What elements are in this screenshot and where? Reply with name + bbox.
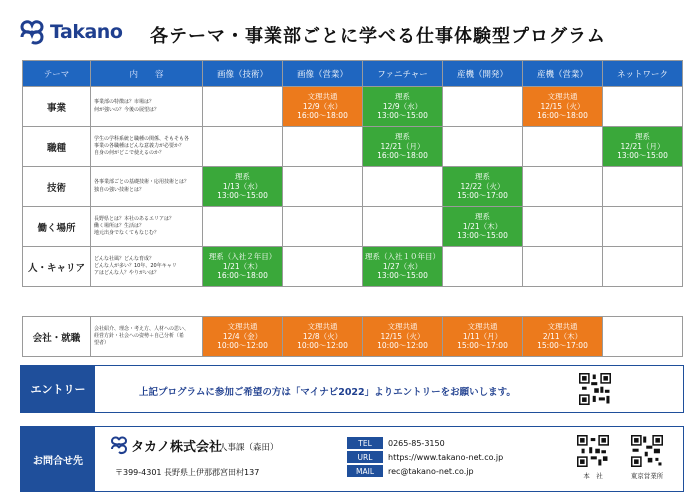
slot-date: 12/15（火） xyxy=(380,331,425,341)
empty-slot xyxy=(523,127,603,167)
slot-target: 理系 xyxy=(235,172,250,182)
program-slot[interactable] xyxy=(363,247,443,287)
content-line: 各事業部ごとの基礎技術・応用技術とは？ xyxy=(94,179,190,186)
slot-time: 10:00～12:00 xyxy=(377,341,428,351)
content-line: アはどんな人？やりがいは？ xyxy=(94,270,160,277)
content-line: 自身の何がどこで使えるのか？ xyxy=(94,150,165,157)
tel-value[interactable]: 0265-85-3150 xyxy=(388,438,445,448)
empty-slot xyxy=(443,127,523,167)
slot-date: 2/11（木） xyxy=(542,331,583,341)
slot-time: 15:00～17:00 xyxy=(457,341,508,351)
row-theme: 会社・就職 xyxy=(23,317,91,357)
row-content xyxy=(91,207,203,247)
slot-time: 16:00～18:00 xyxy=(377,151,428,161)
program-slot[interactable] xyxy=(443,317,523,357)
col-header-imaging-sales: 画像（営業） xyxy=(283,61,363,87)
slot-time: 10:00～12:00 xyxy=(297,341,348,351)
slot-target: 理系 xyxy=(395,92,410,102)
tel-row xyxy=(347,437,445,449)
slot-date: 12/8（火） xyxy=(302,331,343,341)
empty-slot xyxy=(523,207,603,247)
content-line: 事業の各職種はどんな意義力が必要か？ xyxy=(94,142,185,149)
slot-time: 15:00～17:00 xyxy=(537,341,588,351)
department: 人事課（森田） xyxy=(219,443,279,453)
slot-target: 理系 xyxy=(475,172,490,182)
url-row xyxy=(347,451,503,463)
company-name: タカノ株式会社 xyxy=(131,440,223,455)
mail-row xyxy=(347,465,474,477)
slot-date: 12/15（火） xyxy=(540,101,585,111)
content-line: どんな社風？どんな育成？ xyxy=(94,255,155,262)
empty-slot xyxy=(203,127,283,167)
company-logo-icon xyxy=(109,435,129,455)
col-header-theme: テーマ xyxy=(23,61,91,87)
qr-hq-caption: 本 社 xyxy=(583,472,603,480)
row-theme: 働く場所 xyxy=(23,207,91,247)
empty-slot xyxy=(283,127,363,167)
program-slot[interactable] xyxy=(363,87,443,127)
slot-time: 16:00～18:00 xyxy=(537,111,588,121)
empty-slot xyxy=(283,247,363,287)
qr-code-hq-icon[interactable] xyxy=(577,435,609,467)
slot-time: 16:00～18:00 xyxy=(217,271,268,281)
content-line: 長野県とは？本社のあるエリアは？ xyxy=(94,215,175,222)
empty-slot xyxy=(603,317,683,357)
col-header-furniture: ファニチャー xyxy=(363,61,443,87)
slot-time: 13:00～15:00 xyxy=(217,191,268,201)
program-slot[interactable] xyxy=(443,207,523,247)
empty-slot xyxy=(523,247,603,287)
qr-tokyo-caption: 東京営業所 xyxy=(630,472,664,480)
mail-link[interactable]: rec@takano-net.co.jp xyxy=(388,466,474,476)
content-line: 経営方針・社会への姿勢＋自己分析（希 xyxy=(94,332,185,339)
slot-date: 12/22（火） xyxy=(460,181,505,191)
content-line: 望者） xyxy=(94,340,110,347)
entry-label: エントリー xyxy=(21,366,95,412)
logo-text: Takano xyxy=(50,21,123,43)
table-row xyxy=(23,247,683,287)
slot-target: 理系（入社２年目） xyxy=(208,252,277,262)
table-row xyxy=(23,317,683,357)
schedule-table xyxy=(22,60,683,287)
slot-target: 文理共通 xyxy=(547,92,578,102)
empty-slot xyxy=(203,207,283,247)
empty-slot xyxy=(203,87,283,127)
slot-target: 理系 xyxy=(635,132,650,142)
slot-time: 10:00～12:00 xyxy=(217,341,268,351)
slot-target: 理系 xyxy=(475,212,490,222)
program-slot[interactable] xyxy=(523,87,603,127)
page-header xyxy=(0,0,700,58)
row-theme: 職種 xyxy=(23,127,91,167)
content-line: 学生の学科系統と職種の関係、そもそも各 xyxy=(94,135,190,142)
slot-time: 13:00～15:00 xyxy=(617,151,668,161)
slot-target: 理系 xyxy=(395,132,410,142)
address: 〒399-4301 長野県上伊那郡宮田村137 xyxy=(115,468,260,477)
empty-slot xyxy=(603,207,683,247)
slot-time: 13:00～15:00 xyxy=(377,111,428,121)
program-slot[interactable] xyxy=(603,127,683,167)
slot-time: 13:00～15:00 xyxy=(457,231,508,241)
content-line: 会社紹介、理念・考え方、人材への思い、 xyxy=(94,325,190,332)
program-slot[interactable] xyxy=(283,87,363,127)
empty-slot xyxy=(443,87,523,127)
slot-target: 文理共通 xyxy=(467,322,498,332)
table-row xyxy=(23,87,683,127)
col-header-network: ネットワーク xyxy=(603,61,683,87)
takano-logo-icon xyxy=(18,18,46,46)
slot-target: 文理共通 xyxy=(307,322,338,332)
contact-band xyxy=(20,426,684,492)
empty-slot xyxy=(523,167,603,207)
col-header-content: 内 容 xyxy=(91,61,203,87)
slot-date: 1/27（水） xyxy=(382,261,423,271)
slot-date: 12/9（水） xyxy=(382,101,423,111)
content-line: 地元出身でなくてもなじむ？ xyxy=(94,230,160,237)
row-content xyxy=(91,167,203,207)
program-slot[interactable] xyxy=(203,317,283,357)
program-slot[interactable] xyxy=(363,317,443,357)
slot-date: 12/4（金） xyxy=(222,331,263,341)
empty-slot xyxy=(283,167,363,207)
slot-date: 1/21（木） xyxy=(462,221,503,231)
content-line: 働く場所は？生活は？ xyxy=(94,222,145,229)
entry-text: 上記プログラムに参加ご希望の方は「マイナビ2022」よりエントリーをお願いします。 xyxy=(139,387,516,398)
program-slot[interactable] xyxy=(443,167,523,207)
row-content xyxy=(91,247,203,287)
slot-date: 1/21（木） xyxy=(222,261,263,271)
header-row xyxy=(23,61,683,87)
row-theme: 事業 xyxy=(23,87,91,127)
slot-date: 1/13（水） xyxy=(222,181,263,191)
content-line: 何が強いの？今後の展望は？ xyxy=(94,106,160,113)
slot-time: 13:00～15:00 xyxy=(377,271,428,281)
content-line: 独自の強い技術とは？ xyxy=(94,186,145,193)
table-row xyxy=(23,207,683,247)
slot-date: 12/9（水） xyxy=(302,101,343,111)
row-content xyxy=(91,87,203,127)
qr-code-icon[interactable] xyxy=(579,373,611,405)
empty-slot xyxy=(363,207,443,247)
mail-key: MAIL xyxy=(347,465,383,477)
table-row xyxy=(23,127,683,167)
slot-target: 文理共通 xyxy=(547,322,578,332)
col-header-industrial-sales: 産機（営業） xyxy=(523,61,603,87)
program-slot[interactable] xyxy=(283,317,363,357)
page-title: 各テーマ・事業部ごとに学べる仕事体験型プログラム xyxy=(150,26,606,47)
slot-target: 文理共通 xyxy=(307,92,338,102)
url-key: URL xyxy=(347,451,383,463)
row-content xyxy=(91,317,203,357)
program-slot[interactable] xyxy=(203,247,283,287)
company-schedule-table xyxy=(22,316,683,357)
col-header-industrial-dev: 産機（開発） xyxy=(443,61,523,87)
slot-time: 16:00～18:00 xyxy=(297,111,348,121)
program-slot[interactable] xyxy=(363,127,443,167)
empty-slot xyxy=(443,247,523,287)
row-content xyxy=(91,127,203,167)
slot-target: 理系（入社１０年目） xyxy=(365,252,440,262)
row-theme: 人・キャリア xyxy=(23,247,91,287)
tel-key: TEL xyxy=(347,437,383,449)
empty-slot xyxy=(603,167,683,207)
slot-date: 12/21（月） xyxy=(620,141,665,151)
slot-time: 15:00～17:00 xyxy=(457,191,508,201)
table-row xyxy=(23,167,683,207)
content-line: 事業部の特徴は？市場は？ xyxy=(94,99,155,106)
content-line: どんな人が多い？10年、20年キャリ xyxy=(94,262,177,269)
entry-band xyxy=(20,365,684,413)
contact-label: お問合せ先 xyxy=(21,427,95,491)
empty-slot xyxy=(603,87,683,127)
program-slot[interactable] xyxy=(203,167,283,207)
url-link[interactable]: https://www.takano-net.co.jp xyxy=(388,452,504,462)
slot-target: 文理共通 xyxy=(387,322,418,332)
empty-slot xyxy=(363,167,443,207)
slot-date: 12/21（月） xyxy=(380,141,425,151)
row-theme: 技術 xyxy=(23,167,91,207)
qr-code-tokyo-icon[interactable] xyxy=(631,435,663,467)
col-header-imaging-tech: 画像（技術） xyxy=(203,61,283,87)
empty-slot xyxy=(283,207,363,247)
program-slot[interactable] xyxy=(523,317,603,357)
slot-date: 1/11（月） xyxy=(462,331,503,341)
empty-slot xyxy=(603,247,683,287)
slot-target: 文理共通 xyxy=(227,322,258,332)
takano-logo xyxy=(18,18,122,46)
